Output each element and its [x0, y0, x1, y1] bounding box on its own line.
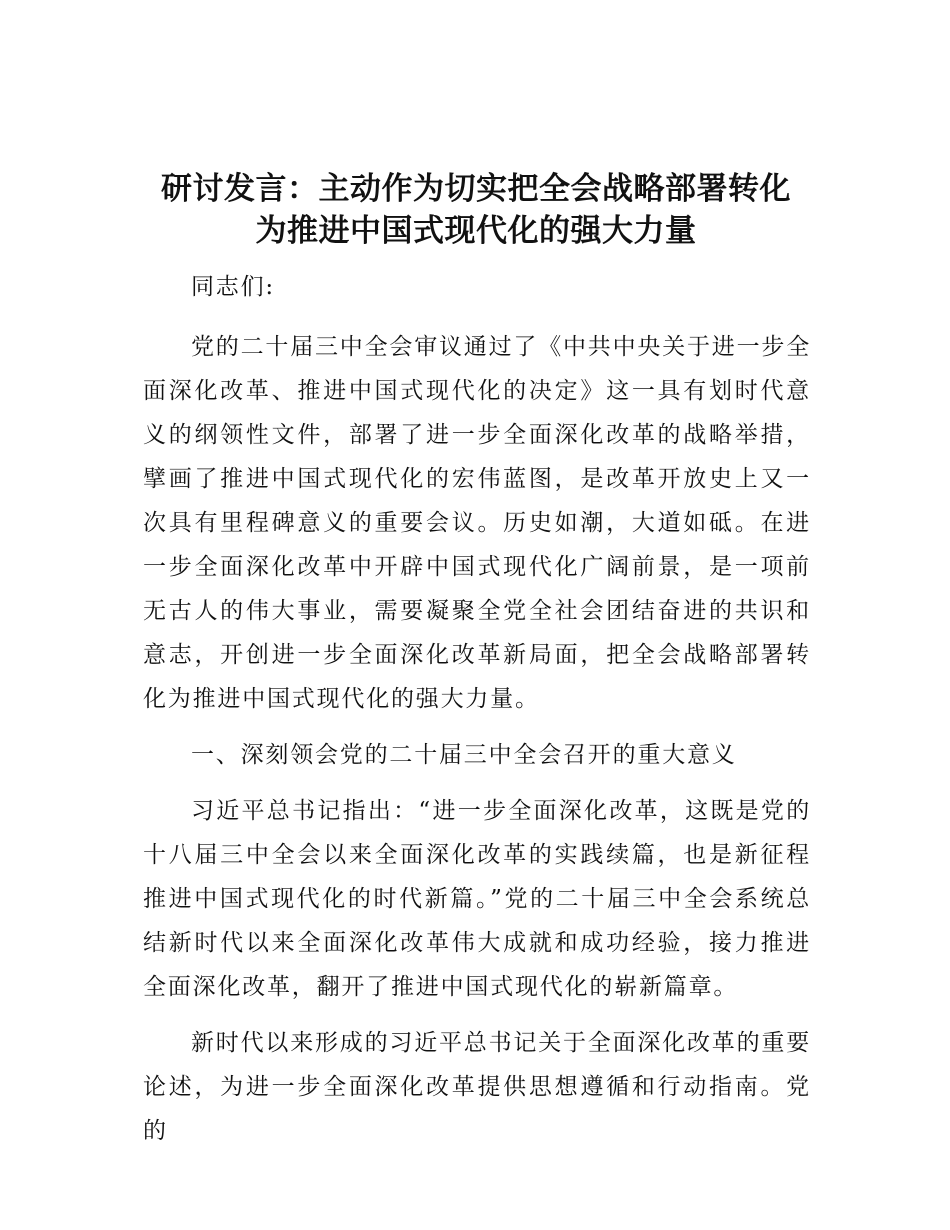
paragraph-continued: 新时代以来形成的习近平总书记关于全面深化改革的重要论述，为进一步全面深化改革提供思想遵循和行动指南。党的: [143, 1030, 811, 1144]
paragraph-quote: 习近平总书记指出：“进一步全面深化改革，这既是党的十八届三中全会以来全面深化改革的实践续篇，也是新征程推进中国式现代化的时代新篇。”党的二十届三中全会系统总结新时代以来全面深化改革伟大成就和成功经验，接力推进全面深化改革，翻开了推进中国式现代化的崭新篇章。: [143, 798, 811, 1000]
salutation: 同志们:: [191, 274, 275, 300]
title-line-2: 为推进中国式现代化的强大力量: [255, 213, 697, 249]
section-heading-1: 一、深刻领会党的二十届三中全会召开的重大意义: [191, 742, 737, 768]
document-title: [140, 168, 812, 252]
title-line-1: 研讨发言：主动作为切实把全会战略部署转化: [161, 171, 791, 207]
document-body: [143, 265, 811, 1165]
paragraph-intro: 党的二十届三中全会审议通过了《中共中央关于进一步全面深化改革、推进中国式现代化的决定》这一具有划时代意义的纲领性文件，部署了进一步全面深化改革的战略举措，擘画了推进中国式现代化的宏伟蓝图，是改革开放史上又一次具有里程碑意义的重要会议。历史如潮，大道如砥。在进一步全面深化改革中开辟中国式现代化广阔前景，是一项前无古人的伟大事业，需要凝聚全党全社会团结奋进的共识和意志，开创进一步全面深化改革新局面，把全会战略部署转化为推进中国式现代化的强大力量。: [143, 334, 811, 712]
